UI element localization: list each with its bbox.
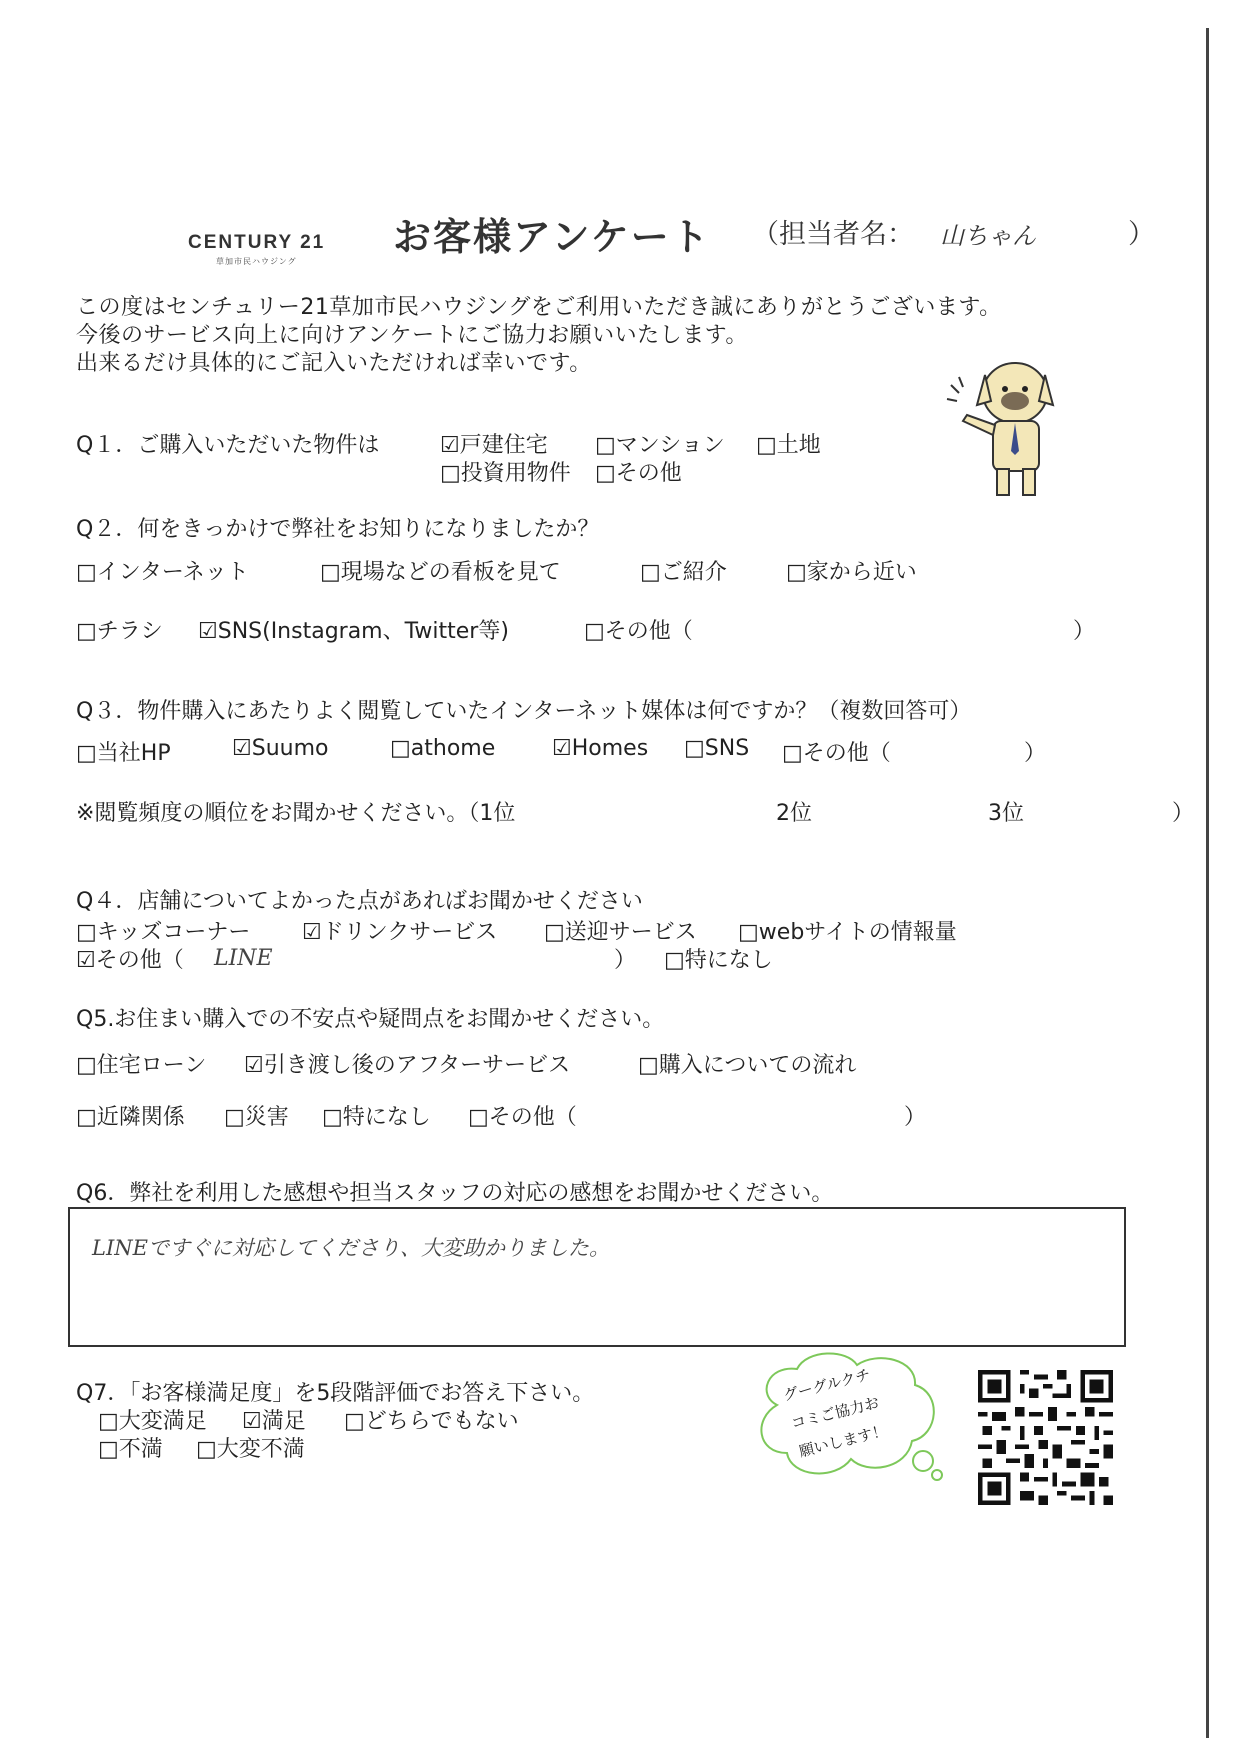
staff-label: （担当者名： [752,219,914,250]
q5-question: Q5.お住まい購入での不安点や疑問点をお聞かせください。 [76,1007,665,1032]
q4-option-shuttle-service[interactable]: □送迎サービス [544,920,697,945]
q7-option-satisfied[interactable]: ☑満足 [242,1409,306,1434]
q2-option-internet[interactable]: □インターネット [76,560,249,585]
q5-option-none[interactable]: □特になし [322,1105,431,1130]
q3-option-company-hp[interactable]: □当社HP [76,741,171,766]
cloud-text-line-3: 願いします！ [797,1421,889,1461]
q2-option-near-home[interactable]: □家から近い [786,560,917,585]
brand-subtitle: 草加市民ハウジング [216,257,297,266]
staff-close-paren: ） [1128,219,1155,250]
mascot-dog-illustration [945,355,1085,500]
q2-option-referral[interactable]: □ご紹介 [640,560,727,585]
q3-question: Q３．物件購入にあたりよく閲覧していたインターネット媒体は何ですか？（複数回答可） [76,699,972,724]
q5-option-other[interactable]: □その他（ [468,1105,577,1130]
q7-option-neutral[interactable]: □どちらでもない [344,1409,519,1434]
q6-comment-box[interactable] [68,1207,1126,1347]
q3-option-suumo[interactable]: ☑Suumo [232,736,329,761]
cloud-text-line-1: グーグルクチ [781,1365,873,1405]
q4-option-drink-service[interactable]: ☑ドリンクサービス [302,920,498,945]
q2-option-sns[interactable]: ☑SNS(Instagram、Twitter等) [198,619,509,644]
q2-option-flyer[interactable]: □チラシ [76,619,163,644]
q3-option-homes[interactable]: ☑Homes [552,736,649,761]
q7-question: Q7．「お客様満足度」を5段階評価でお答え下さい。 [76,1381,595,1406]
q7-option-dissatisfied[interactable]: □不満 [98,1437,163,1462]
q2-other-close-paren: ） [1073,619,1096,644]
q6-handwritten-answer: LINEですぐに対応してくださり、大変助かりました。 [92,1236,610,1260]
q2-option-other[interactable]: □その他（ [584,619,693,644]
q5-other-close-paren: ） [904,1105,927,1130]
q7-option-very-satisfied[interactable]: □大変満足 [98,1409,207,1434]
q3-option-other[interactable]: □その他（ [782,741,891,766]
q1-option-mansion[interactable]: □マンション [595,433,725,458]
q3-other-close-paren: ） [1024,741,1047,766]
q1-option-land[interactable]: □土地 [756,433,821,458]
q7-option-very-dissatisfied[interactable]: □大変不満 [196,1437,305,1462]
cloud-text-line-2: コミご協力お [789,1393,881,1433]
intro-line-1: この度はセンチュリー21草加市民ハウジングをご利用いただき誠にありがとうございます。 [76,295,1002,320]
q3-rank-close-paren: ） [1172,801,1195,826]
q5-option-purchase-flow[interactable]: □購入についての流れ [638,1053,857,1078]
q4-option-other[interactable]: ☑その他（ [76,948,184,973]
q4-option-none[interactable]: □特になし [664,948,773,973]
q3-rank-2: 2位 [776,801,812,826]
intro-line-2: 今後のサービス向上に向けアンケートにご協力お願いいたします。 [76,323,748,348]
q3-option-athome[interactable]: □athome [390,736,496,761]
q4-option-kids-corner[interactable]: □キッズコーナー [76,920,251,945]
q5-option-neighbors[interactable]: □近隣関係 [76,1105,185,1130]
q3-rank-3: 3位 [988,801,1024,826]
intro-line-3: 出来るだけ具体的にご記入いただければ幸いです。 [76,351,592,376]
qr-code[interactable] [978,1370,1113,1505]
q1-option-detached-house[interactable]: ☑戸建住宅 [440,433,548,458]
page-edge-line [1206,28,1209,1738]
q1-option-investment[interactable]: □投資用物件 [440,461,571,486]
q2-option-signboard[interactable]: □現場などの看板を見て [320,560,561,585]
q5-option-housing-loan[interactable]: □住宅ローン [76,1053,207,1078]
q3-option-sns[interactable]: □SNS [684,736,750,761]
q4-option-website-info[interactable]: □webサイトの情報量 [738,920,957,945]
q4-other-handwritten: LINE [214,946,273,971]
q5-option-after-service[interactable]: ☑引き渡し後のアフターサービス [244,1053,571,1078]
q2-question: Q２．何をきっかけで弊社をお知りになりましたか？ [76,517,600,542]
page-title: お客様アンケート [393,215,711,259]
q1-option-other[interactable]: □その他 [595,461,682,486]
q4-other-close-paren: ） [614,948,637,973]
staff-name-handwritten: 山ちゃん [940,222,1036,250]
brand-logo: CENTURY 21 [188,232,326,253]
q3-rank-label: ※閲覧頻度の順位をお聞かせください。（1位 [76,801,516,826]
q5-option-disaster[interactable]: □災害 [224,1105,289,1130]
q4-question: Q４．店舗についてよかった点があればお聞かせください [76,889,643,914]
q1-question: Q１．ご購入いただいた物件は [76,433,380,458]
q6-question: Q6．弊社を利用した感想や担当スタッフの対応の感想をお聞かせください。 [76,1181,834,1206]
